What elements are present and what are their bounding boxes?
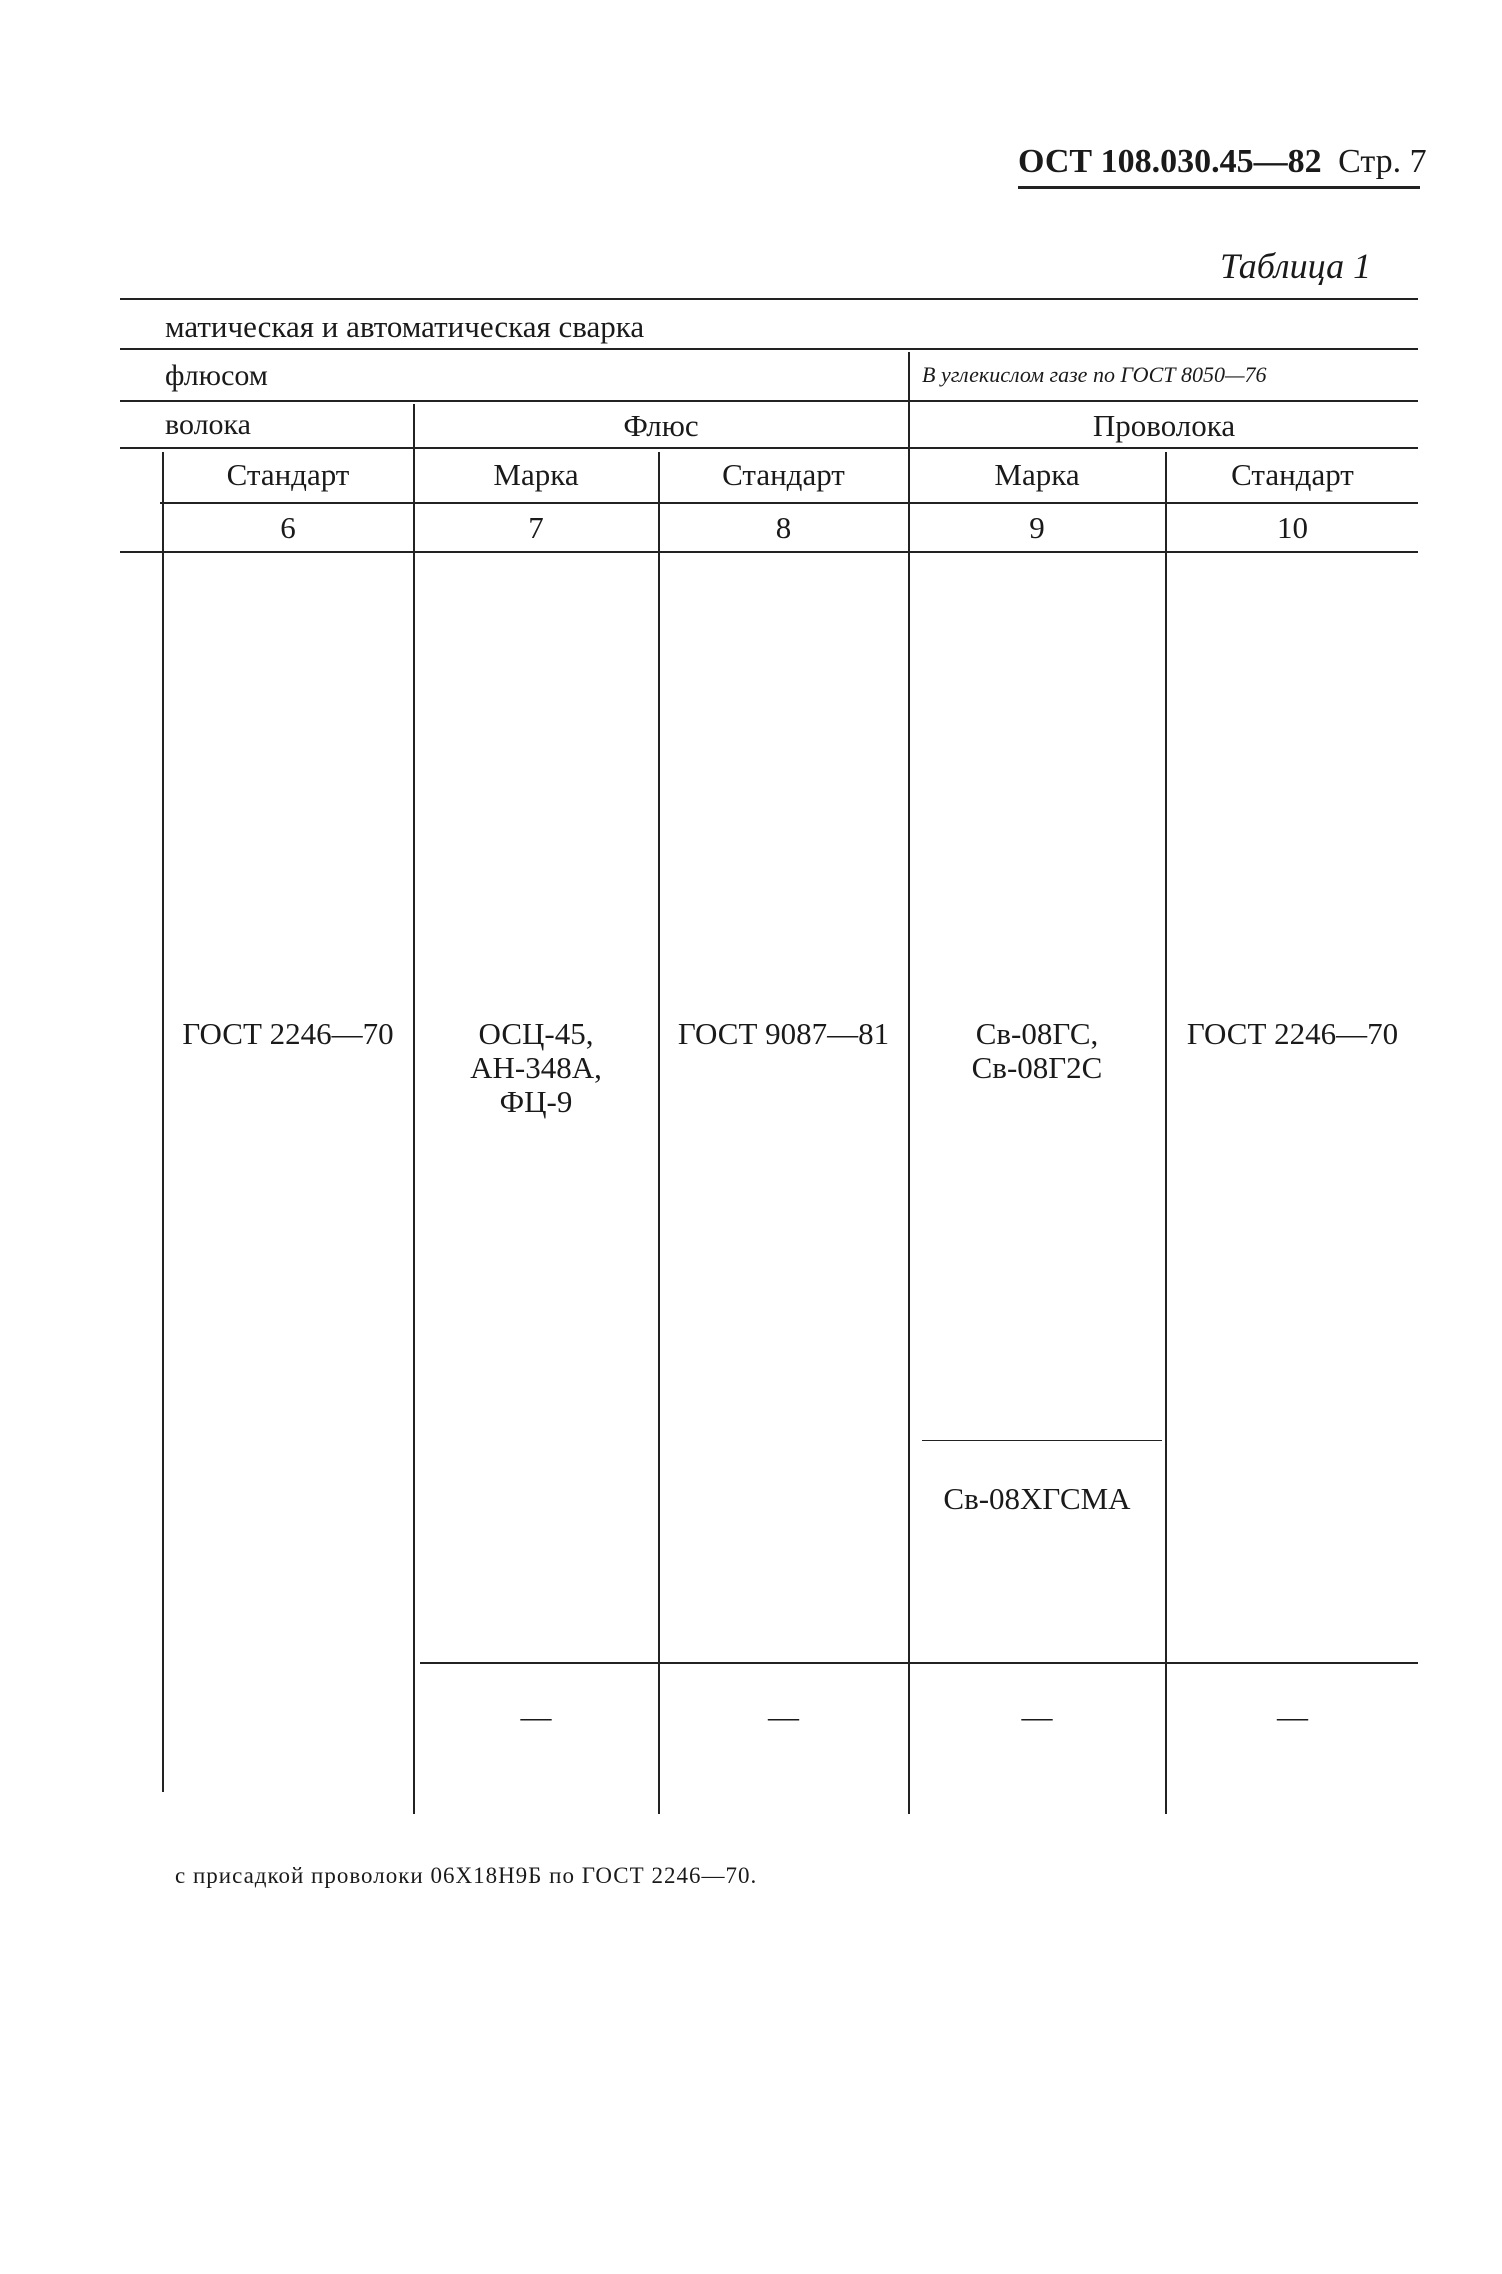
colnum-7: 7 xyxy=(528,510,544,545)
page-label: Стр. 7 xyxy=(1338,143,1427,180)
body-c6: ГОСТ 2246—70 xyxy=(182,1016,394,1051)
col-divider-c8-left xyxy=(658,452,660,1814)
dash-c10: — xyxy=(1277,1699,1308,1734)
header-col-wire: волока xyxy=(165,408,251,441)
dash-c9: — xyxy=(1021,1699,1053,1734)
body-c7-line3: ФЦ-9 xyxy=(499,1084,573,1120)
col-divider-c10-left xyxy=(1165,452,1167,1814)
col-divider-c6-left xyxy=(162,452,164,1792)
header-c10: Стандарт xyxy=(1231,457,1354,492)
body-c9-second: Св-08ХГСМА xyxy=(943,1481,1131,1516)
colnum-6: 6 xyxy=(280,510,296,545)
table-top-rule xyxy=(120,298,1418,300)
header-row1-text: матическая и автоматическая сварка xyxy=(165,309,645,344)
body-c9 xyxy=(910,1017,1164,1085)
colnum-10: 10 xyxy=(1277,510,1308,545)
header-c8: Стандарт xyxy=(722,457,845,492)
header-c6: Стандарт xyxy=(226,457,350,492)
body-c7-line2: АН-348А, xyxy=(470,1050,602,1086)
colnum-9: 9 xyxy=(1029,510,1045,545)
header-underline xyxy=(1018,186,1420,189)
header-c9: Марка xyxy=(994,457,1080,492)
dash-c8: — xyxy=(768,1699,799,1734)
body-c8: ГОСТ 9087—81 xyxy=(677,1016,890,1051)
doc-code: ОСТ 108.030.45—82 xyxy=(1018,143,1322,180)
table-title: Таблица 1 xyxy=(1220,246,1372,286)
header-col-wire-co2: Проволока xyxy=(1092,408,1236,443)
body-c7-line1: ОСЦ-45, xyxy=(478,1016,594,1051)
header-row2-left: флюсом xyxy=(165,359,268,392)
header-row2-right: В углекислом газе по ГОСТ 8050—76 xyxy=(922,362,1267,387)
footnote: с присадкой проволоки 06Х18Н9Б по ГОСТ 2246—70. xyxy=(175,1863,758,1888)
body-c9-line1: Св-08ГС, xyxy=(975,1016,1099,1051)
body-c7 xyxy=(415,1017,657,1119)
header-rule-2 xyxy=(120,400,1418,402)
header-col-flux: Флюс xyxy=(623,408,699,443)
header-rule-3 xyxy=(120,447,1418,449)
colnum-8: 8 xyxy=(775,510,792,545)
header-rule-4 xyxy=(160,502,1418,504)
body-c10: ГОСТ 2246—70 xyxy=(1186,1016,1399,1051)
header-c7: Марка xyxy=(493,457,579,492)
body-c9-line2: Св-08Г2С xyxy=(971,1050,1103,1086)
body-split-rule xyxy=(420,1662,1418,1664)
dash-c7: — xyxy=(520,1699,552,1734)
document-code xyxy=(1018,145,1427,179)
header-rule-5 xyxy=(120,551,1418,553)
header-rule-1 xyxy=(120,348,1418,350)
marka-split-rule xyxy=(922,1440,1162,1441)
